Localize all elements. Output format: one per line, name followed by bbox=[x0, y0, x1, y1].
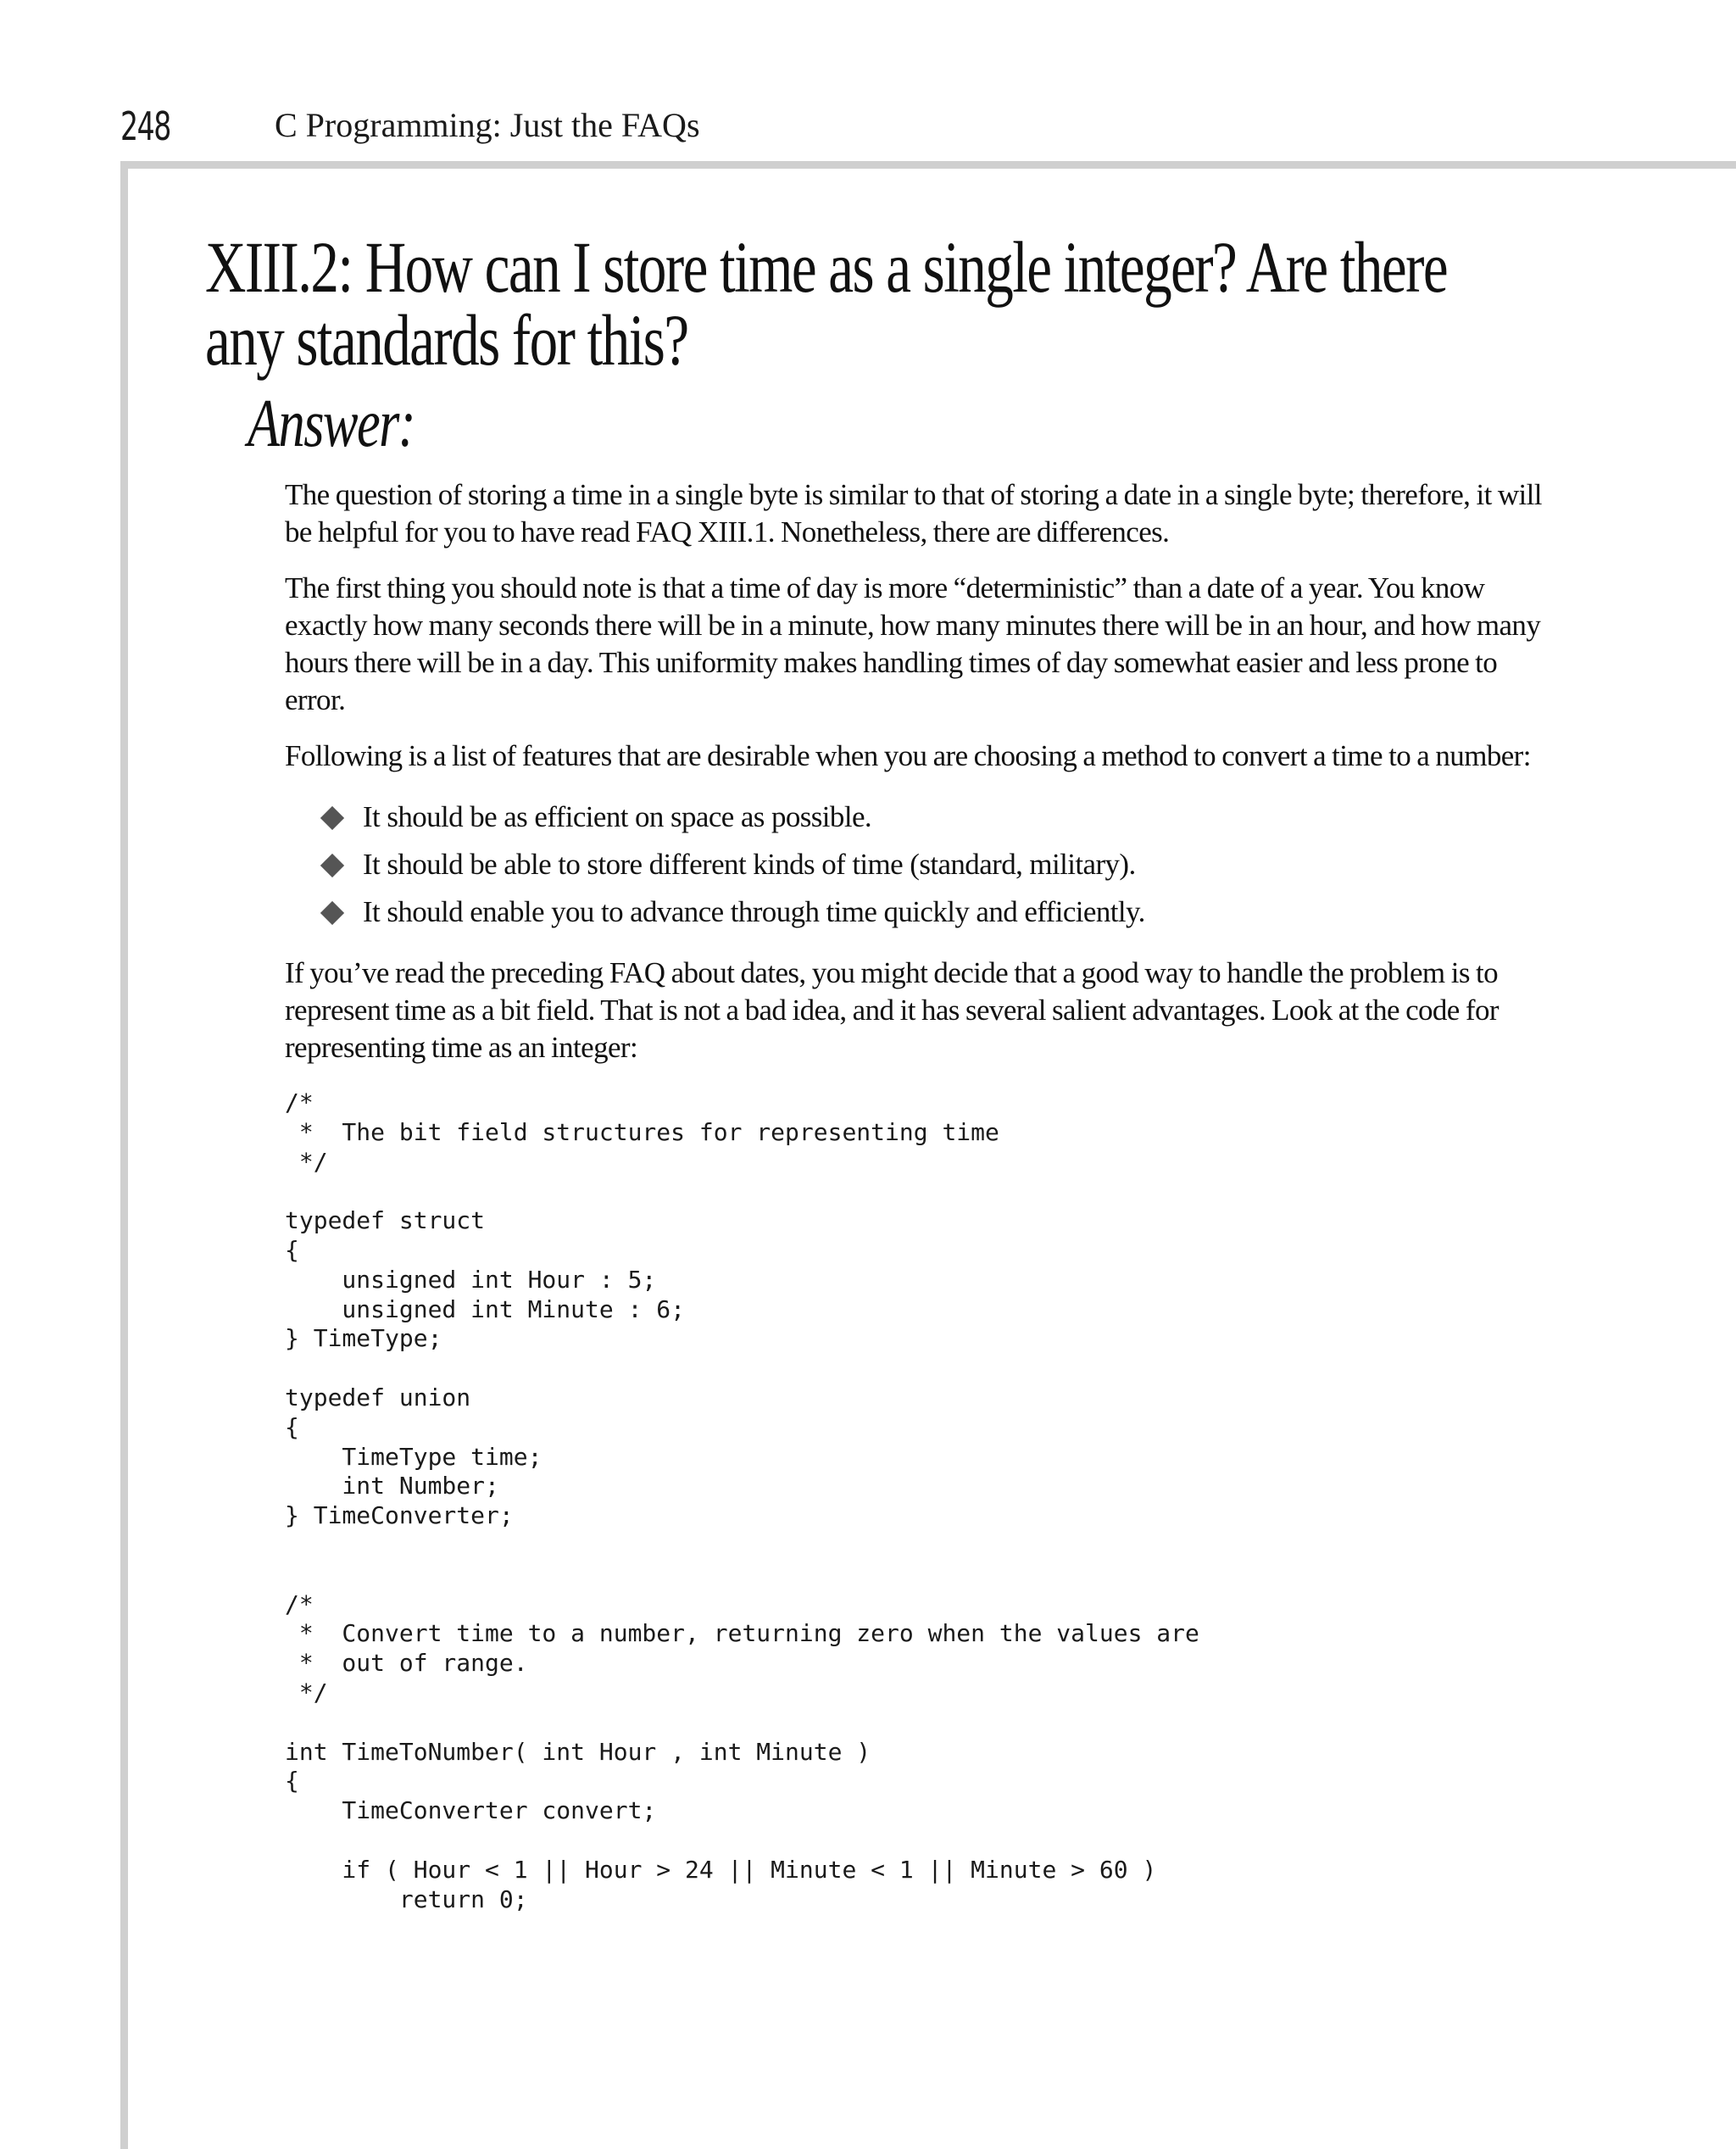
answer-label: Answer: bbox=[248, 387, 415, 461]
list-item bbox=[320, 793, 1543, 841]
page-number: 248 bbox=[120, 103, 170, 149]
code-listing: /* * The bit field structures for representing time */ typedef struct { unsigned int Hour : 5; unsigned int Minute : 6; } TimeType; typedef union { TimeType time; int Number; } TimeConverter; /* * Convert time to a number, returning zero when the values are * out of range. */ int TimeToNumber( int Hour , int Minute ) { TimeConverter convert; if ( Hour < 1 || Hour > 24 || Minute < 1 || Minute > 60 ) return 0; bbox=[285, 1088, 1199, 1913]
paragraph-bit-field: If you’ve read the preceding FAQ about dates, you might decide that a good way to handle the problem is to represent time as a bit field. That is not a bad idea, and it has several salient advantages. Look at the code for representing time as an integer: bbox=[285, 956, 1499, 1064]
paragraph-deterministic: The first thing you should note is that a time of day is more “deterministic” than a date of a year. You know exactly how many seconds there will be in a minute, how many minutes there will be in an hour, and how many hours there will be in a day. This uniformity makes handling times of day somewhat easier and less prone to error. bbox=[285, 571, 1541, 716]
paragraph-intro: The question of storing a time in a single byte is similar to that of storing a date in a single byte; therefore, it will be helpful for you to have read FAQ XIII.1. Nonetheless, there are differences. bbox=[285, 478, 1542, 548]
running-head bbox=[0, 100, 1736, 151]
list-item bbox=[320, 841, 1543, 888]
list-item-text: It should enable you to advance through time quickly and efficiently. bbox=[363, 895, 1145, 928]
diamond-bullet-icon bbox=[320, 806, 344, 830]
feature-list bbox=[285, 793, 1543, 936]
top-border-rule bbox=[120, 161, 1736, 169]
answer-body bbox=[285, 476, 1543, 1914]
paragraph-feature-list-intro: Following is a list of features that are desirable when you are choosing a method to convert a time to a number: bbox=[285, 739, 1531, 772]
list-item bbox=[320, 888, 1543, 936]
diamond-bullet-icon bbox=[320, 854, 344, 877]
question-heading: XIII.2: How can I store time as a single integer? Are there any standards for this? bbox=[205, 226, 1448, 381]
book-title: C Programming: Just the FAQs bbox=[275, 106, 700, 144]
list-item-text: It should be able to store different kinds of time (standard, military). bbox=[363, 848, 1136, 881]
diamond-bullet-icon bbox=[320, 901, 344, 925]
list-item-text: It should be as efficient on space as possible. bbox=[363, 800, 872, 833]
left-border-rule bbox=[120, 161, 128, 2149]
